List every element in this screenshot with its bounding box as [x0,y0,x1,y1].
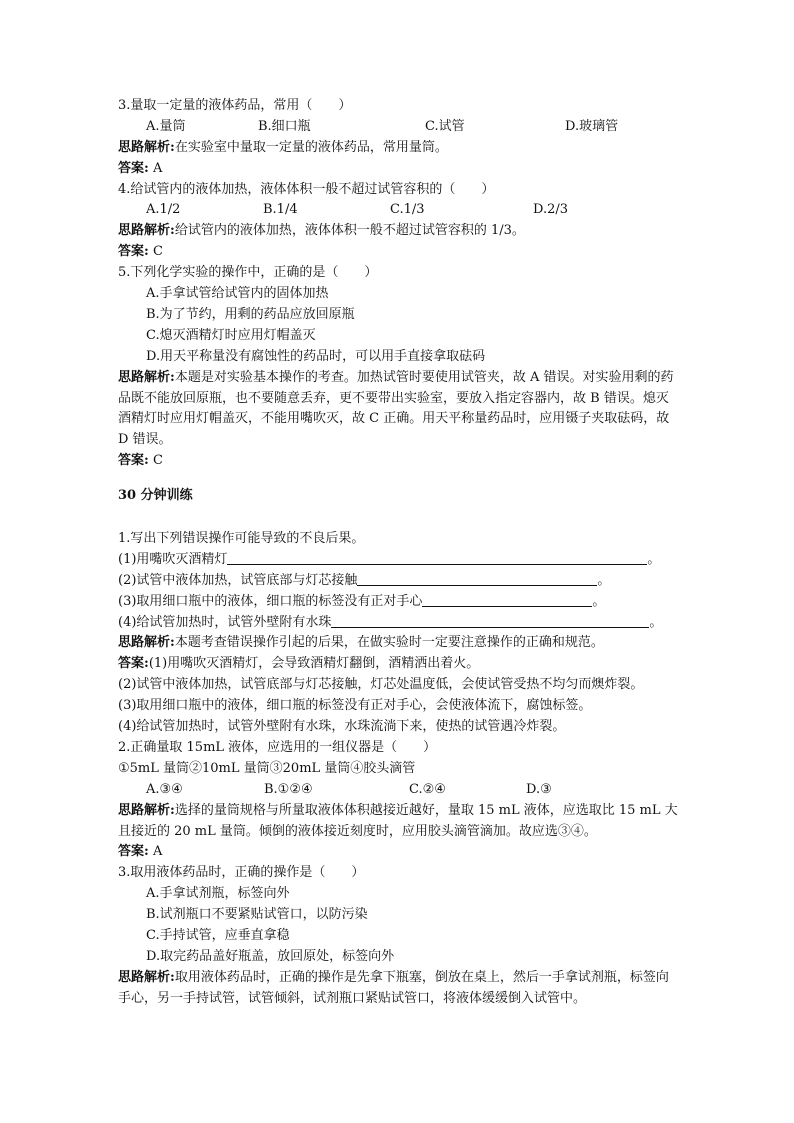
answer-line: (4)给试管加热时，试管外壁附有水珠，水珠流淌下来，使热的试管遇冷炸裂。 [118,719,566,735]
fill-item-text: (1)用嘴吹灭酒精灯 [118,551,228,567]
option-row [118,780,678,801]
answer-blank[interactable] [227,551,647,565]
analysis [118,368,678,452]
fill-item-end: 。 [597,572,611,588]
option-c: C.②④ [409,781,446,797]
option-a: A.手拿试管给试管内的固体加热 [146,286,329,302]
option-b: B.为了节约，用剩的药品应放回原瓶 [146,306,355,322]
option-d: D.2/3 [533,202,569,218]
fill-item [118,571,678,592]
choice-list: ①5mL 量筒②10mL 量筒③20mL 量筒④胶头滴管 [118,760,416,776]
analysis-label: 思路解析: [118,969,175,985]
question-stem: 1.写出下列错误操作可能导致的不良后果。 [118,531,365,547]
option-d: D.玻璃管 [565,118,619,134]
analysis-label: 思路解析: [118,139,175,155]
option-d: D.取完药品盖好瓶盖，放回原处，标签向外 [146,948,395,964]
fill-item-end: 。 [592,593,606,609]
answer-text: A [148,844,163,860]
section-title: 30 分钟训练 [118,488,193,504]
option-b: B.试剂瓶口不要紧贴试管口，以防污染 [146,907,368,923]
option-b: B.1/4 [263,202,298,218]
fill-item [118,550,678,571]
option-c: C.1/3 [390,202,425,218]
answer-blank[interactable] [422,593,592,607]
fill-item-text: (4)给试管加热时，试管外壁附有水珠 [118,614,332,630]
answer-blank[interactable] [357,572,597,586]
analysis-label: 思路解析: [118,635,175,651]
question-stem: 3.量取一定量的液体药品，常用（ ） [118,98,352,113]
answer-label: 答案: [118,844,149,860]
option-d: D.③ [526,781,552,797]
question-stem: 4.给试管内的液体加热，液体体积一般不超过试管容积的（ ） [118,181,495,197]
option-c: C.手持试管，应垂直拿稳 [146,927,290,943]
option-c: C.熄灭酒精灯时应用灯帽盖灭 [146,327,316,343]
analysis-text: 本题是对实验基本操作的考查。加热试管时要使用试管夹，故 A 错误。对实验用剩的药品既不能放回原瓶，也不要随意丢弃，更不要带出实验室，要放入指定容器内，故 B 错误。熄灭酒精灯时应用灯帽盖灭，不能用嘴吹灭，故 C 正确。用天平称量药品时，应用镊子夹取砝码，故 D 错误。 [118,369,674,448]
option-row [118,117,678,138]
fill-item-end: 。 [647,551,661,567]
analysis [118,801,678,843]
answer-label: 答案: [118,656,149,672]
answer-text: C [148,453,163,469]
answer [118,654,678,675]
analysis [118,633,678,654]
analysis-text: 取用液体药品时，正确的操作是先拿下瓶塞，倒放在桌上，然后一手拿试剂瓶，标签向手心，另一手持试管，试管倾斜，试剂瓶口紧贴试管口，将液体缓缓倒入试管中。 [118,969,669,1006]
fill-item [118,592,678,613]
option-d: D.用天平称量没有腐蚀性的药品时，可以用手直接拿取砝码 [146,348,486,364]
answer-text: A [148,160,163,176]
analysis-label: 思路解析: [118,223,175,239]
fill-item [118,613,678,634]
fill-item-text: (2)试管中液体加热，试管底部与灯芯接触 [118,572,358,588]
option-a: A.③④ [146,781,183,797]
option-b: B.①②④ [264,781,313,797]
answer-line: (3)取用细口瓶中的液体，细口瓶的标签没有正对手心，会使液体流下，腐蚀标签。 [118,698,592,714]
fill-item-text: (3)取用细口瓶中的液体，细口瓶的标签没有正对手心 [118,593,423,609]
analysis-label: 思路解析: [118,369,175,385]
question-stem: 2.正确量取 15mL 液体，应选用的一组仪器是（ ） [118,739,437,755]
analysis [118,968,678,1010]
answer-text: C [148,244,163,260]
answer-text: (1)用嘴吹灭酒精灯，会导致酒精灯翻倒，酒精洒出着火。 [148,656,480,672]
answer [118,451,678,472]
answer-line: (2)试管中液体加热，试管底部与灯芯接触，灯芯处温度低，会使试管受热不均匀而燠炸裂。 [118,677,644,693]
analysis-text: 给试管内的液体加热，液体体积一般不超过试管容积的 1/3。 [174,223,525,239]
analysis [118,138,678,159]
answer-label: 答案: [118,244,149,260]
answer [118,842,678,863]
answer-label: 答案: [118,160,149,176]
analysis-label: 思路解析: [118,802,175,818]
answer-blank[interactable] [331,614,649,628]
analysis-text: 选择的量筒规格与所量取液体体积越接近越好，量取 15 mL 液体，应选取比 15 mL 大且接近的 20 mL 量筒。倾倒的液体接近刻度时，应用胶头滴管滴加。故应选③④。 [118,802,678,839]
question-stem: 3.取用液体药品时，正确的操作是（ ） [118,865,365,881]
document-page [118,96,678,1010]
option-a: A.1/2 [146,202,181,218]
answer-label: 答案: [118,453,149,469]
option-row [118,200,678,221]
answer [118,159,678,180]
analysis [118,221,678,242]
option-c: C.试管 [425,118,465,134]
analysis-text: 本题考查错误操作引起的后果，在做实验时一定要注意操作的正确和规范。 [174,635,604,651]
fill-item-end: 。 [649,614,663,630]
option-b: B.细口瓶 [258,118,311,134]
question-stem: 5.下列化学实验的操作中，正确的是（ ） [118,265,378,281]
option-a: A.手拿试剂瓶，标签向外 [146,886,290,902]
option-a: A.量筒 [146,118,186,134]
analysis-text: 在实验室中量取一定量的液体药品，常用量筒。 [174,139,448,155]
answer [118,242,678,263]
